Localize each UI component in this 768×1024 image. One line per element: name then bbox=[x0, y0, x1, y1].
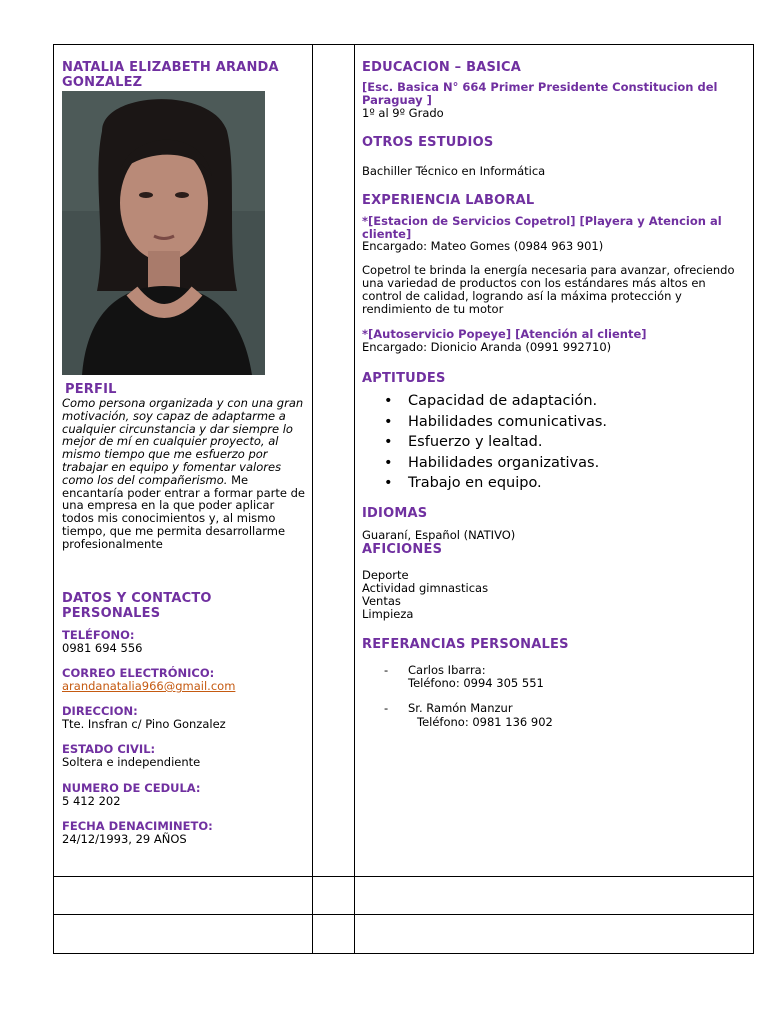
job1-description: Copetrol te brinda la energía necesaria para avanzar, ofreciendo una variedad de productos con los estándares más altos en control de calidad, logrando así la máxima protección y rendimiento de tu motor bbox=[362, 263, 735, 316]
hobby-item: Actividad gimnasticas bbox=[362, 581, 489, 595]
civil-status-value: Soltera e independiente bbox=[62, 755, 201, 769]
skills-list bbox=[362, 391, 742, 494]
profile-text-normal: Me encantaría poder entrar a formar parte de una empresa en la que poder aplicar todos mis conocimientos y, al mismo tiempo, que me permita desarrollarme profesionalmente bbox=[62, 472, 305, 551]
address-value: Tte. Insfran c/ Pino Gonzalez bbox=[62, 717, 226, 731]
education-grades: 1º al 9º Grado bbox=[362, 106, 444, 120]
job1-manager: Encargado: Mateo Gomes (0984 963 901) bbox=[362, 239, 604, 253]
id-number-label: NUMERO DE CEDULA: bbox=[62, 781, 201, 795]
civil-status-label: ESTADO CIVIL: bbox=[62, 742, 156, 756]
reference-phone: Teléfono: 0981 136 902 bbox=[417, 715, 553, 729]
experience-heading: EXPERIENCIA LABORAL bbox=[362, 193, 535, 208]
birth-date-label: FECHA DENACIMINETO: bbox=[62, 819, 213, 833]
reference-phone: Teléfono: 0994 305 551 bbox=[408, 676, 544, 690]
job2-manager: Encargado: Dionicio Aranda (0991 992710) bbox=[362, 340, 612, 354]
phone-label: TELÉFONO: bbox=[62, 628, 135, 642]
candidate-name: NATALIA ELIZABETH ARANDA GONZALEZ bbox=[62, 60, 279, 90]
education-heading: EDUCACION – BASICA bbox=[362, 60, 522, 75]
email-label: CORREO ELECTRÓNICO: bbox=[62, 666, 215, 680]
hobby-item: Ventas bbox=[362, 594, 401, 608]
skill-item: • Esfuerzo y lealtad. bbox=[362, 432, 742, 453]
other-studies-item: Bachiller Técnico en Informática bbox=[362, 164, 546, 178]
profile-heading: PERFIL bbox=[65, 382, 117, 397]
row-divider-2 bbox=[53, 914, 754, 915]
hobby-item: Limpieza bbox=[362, 607, 414, 621]
reference-dash: - bbox=[384, 701, 389, 715]
email-link[interactable]: arandanatalia966@gmail.com bbox=[62, 679, 236, 693]
job2-title: *[Autoservicio Popeye] [Atención al cliente] bbox=[362, 327, 647, 341]
row-divider-1 bbox=[53, 876, 754, 877]
skill-item: • Trabajo en equipo. bbox=[362, 473, 742, 494]
portrait-illustration bbox=[62, 91, 265, 375]
reference-name: Sr. Ramón Manzur bbox=[408, 701, 513, 715]
job1-title: *[Estacion de Servicios Copetrol] [Playera y Atencion al cliente] bbox=[362, 214, 722, 241]
profile-text-italic: Como persona organizada y con una gran motivación, soy capaz de adaptarme a cualquier circunstancia y dar siempre lo mejor de mí en cualquier proyecto, al mismo tiempo que me esfuerzo por trabajar en equipo y fomentar valores como los del compañerismo. bbox=[62, 396, 304, 487]
column-divider-left bbox=[312, 44, 313, 954]
skill-item: • Habilidades organizativas. bbox=[362, 453, 742, 474]
reference-dash: - bbox=[384, 663, 389, 677]
hobbies-heading: AFICIONES bbox=[362, 542, 443, 557]
profile-photo bbox=[62, 91, 265, 375]
skill-item: • Habilidades comunicativas. bbox=[362, 412, 742, 433]
references-heading: REFERANCIAS PERSONALES bbox=[362, 637, 569, 652]
contact-heading: DATOS Y CONTACTO PERSONALES bbox=[62, 591, 212, 621]
hobby-item: Deporte bbox=[362, 568, 409, 582]
languages-value: Guaraní, Español (NATIVO) bbox=[362, 528, 516, 542]
id-number-value: 5 412 202 bbox=[62, 794, 121, 808]
phone-value: 0981 694 556 bbox=[62, 641, 143, 655]
skill-item: • Capacidad de adaptación. bbox=[362, 391, 742, 412]
reference-name: Carlos Ibarra: bbox=[408, 663, 486, 677]
languages-heading: IDIOMAS bbox=[362, 506, 428, 521]
other-studies-heading: OTROS ESTUDIOS bbox=[362, 135, 494, 150]
column-divider-right bbox=[354, 44, 355, 954]
profile-text bbox=[62, 397, 307, 551]
birth-date-value: 24/12/1993, 29 AÑOS bbox=[62, 832, 187, 846]
skills-heading: APTITUDES bbox=[362, 371, 446, 386]
education-school: [Esc. Basica N° 664 Primer Presidente Constitucion del Paraguay ] bbox=[362, 80, 718, 107]
address-label: DIRECCION: bbox=[62, 704, 138, 718]
